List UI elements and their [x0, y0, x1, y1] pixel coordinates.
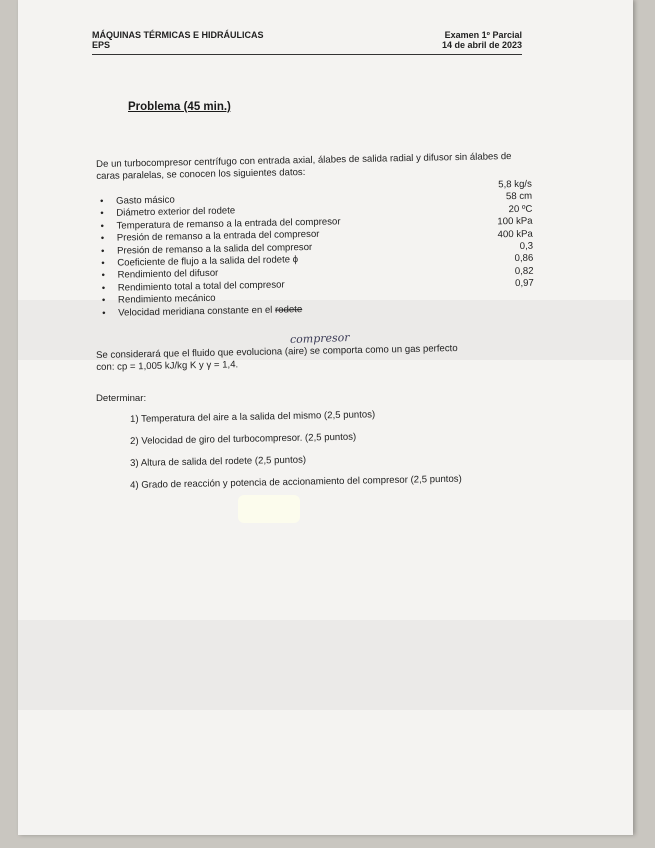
item-label: Rendimiento total a total del compresor	[117, 279, 285, 294]
question-item: 1) Temperatura del aire a la salida del mismo (2,5 puntos)	[130, 409, 376, 425]
handwritten-correction: compresor	[289, 330, 350, 347]
bullet-icon: •	[102, 307, 106, 319]
item-label-text: Velocidad meridiana constante en el	[118, 304, 273, 319]
bullet-icon: •	[100, 233, 105, 245]
item-value: 20 ºC	[508, 203, 533, 215]
bullet-icon: •	[100, 208, 104, 220]
school-name: EPS	[92, 40, 111, 50]
item-label: Diámetro exterior del rodete	[116, 205, 236, 220]
item-label: Presión de remanso a la entrada del compresor	[116, 228, 320, 244]
determine-heading: Determinar:	[96, 393, 147, 404]
item-label: Temperatura de remanso a la entrada del compresor	[116, 216, 341, 232]
header-left	[92, 30, 264, 50]
bullet-icon: •	[100, 245, 105, 257]
item-label: Presión de remanso a la salida del compresor	[116, 241, 313, 257]
item-value: 0,82	[514, 265, 534, 277]
bullet-icon: •	[101, 295, 106, 307]
header-rule	[92, 54, 522, 55]
item-label: Coeficiente de flujo a la salida del rodete ϕ	[117, 254, 299, 269]
item-value: 400 kPa	[497, 228, 533, 240]
gas-text-line-1: Se considerará que el fluido que evoluciona (aire) se comporta como un gas perfecto	[96, 343, 458, 361]
item-value: 0,3	[519, 240, 534, 252]
course-name: MÁQUINAS TÉRMICAS E HIDRÁULICAS	[92, 30, 264, 40]
bullet-icon: •	[100, 220, 105, 232]
problem-title: Problema (45 min.)	[128, 101, 231, 113]
question-item: 4) Grado de reacción y potencia de accionamiento del compresor (2,5 puntos)	[130, 473, 462, 491]
paper-crease	[18, 620, 633, 710]
light-glare	[238, 495, 300, 523]
item-label: Rendimiento mecánico	[117, 292, 216, 306]
item-value: 58 cm	[505, 191, 533, 203]
item-value: 100 kPa	[497, 215, 533, 228]
gas-text-line-2: con: cp = 1,005 kJ/kg K y γ = 1,4.	[96, 359, 239, 373]
item-label: Gasto másico	[115, 194, 175, 207]
exam-date: 14 de abril de 2023	[441, 40, 522, 50]
problem-intro: De un turbocompresor centrífugo con entrada axial, álabes de salida radial y difusor sin álabes de caras paralelas, se conocen los siguientes datos:	[96, 151, 512, 182]
bullet-icon: •	[101, 282, 106, 294]
item-label	[118, 304, 302, 319]
item-label: Rendimiento del difusor	[117, 268, 219, 282]
item-value: 5,8 kg/s	[498, 178, 532, 191]
exam-name: Examen 1º Parcial	[444, 30, 522, 40]
data-list	[100, 178, 534, 320]
question-item: 3) Altura de salida del rodete (2,5 puntos)	[130, 454, 307, 469]
bullet-icon: •	[101, 270, 105, 282]
struck-word: rodete	[274, 303, 303, 316]
item-value: 0,97	[514, 277, 534, 290]
question-item: 2) Velocidad de giro del turbocompresor. (2,5 puntos)	[130, 431, 357, 447]
item-value: 0,86	[514, 253, 534, 265]
bullet-icon: •	[100, 195, 104, 207]
header-right	[442, 30, 522, 50]
bullet-icon: •	[101, 257, 105, 269]
